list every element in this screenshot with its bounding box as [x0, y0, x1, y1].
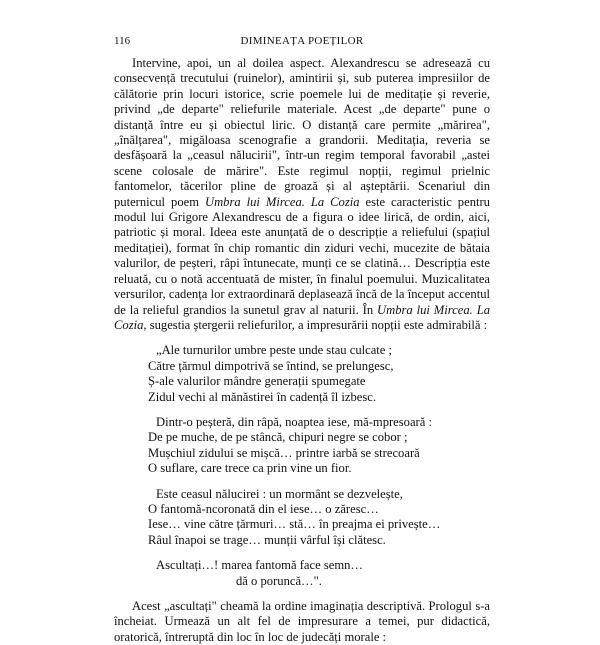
paragraph-text: este caracteristic pentru modul lui Grigore Alexandrescu de a figura o idee lirică, de ordin, aici, patriotic și moral. Ideea este anunțată de o descripție a reliefului (spațiul meditației), format în chip romantic din ziduri vechi, mucezite de bătaia valurilor, de peșteri, râpi întunecate, munți ce se clatină… Descripția este reluată, cu o notă accentuată de mister, în finalul poemului. Muzicalitatea versurilor, cadența lor extraordinară deplasează încă de la început accentul de la relieful grandios la sunetul grav al naturii. În — [114, 194, 490, 317]
verse-line: Mușchiul zidului se mișcă… printre iarbă se strecoară — [148, 445, 420, 460]
page-header — [114, 35, 490, 49]
poem-title-italic: Umbra lui Mircea. La Cozia — [114, 302, 490, 332]
verse-line: Dintr-o peșteră, din râpă, noaptea iese, mă-mpresoară : — [156, 414, 432, 429]
stanza — [148, 343, 490, 405]
stanza — [148, 487, 490, 549]
verse-line: Zidul vechi al mănăstirei în cadență îl izbesc. — [148, 389, 376, 404]
verse-line: O fantomă-ncoronată din el iese… o zăresc… — [148, 501, 379, 516]
verse-line: O suflare, care trece ca prin vine un fior. — [148, 461, 352, 476]
poem-quote — [148, 343, 490, 589]
running-title: DIMINEAȚA POEȚILOR — [240, 35, 364, 47]
poem-title-italic: Umbra lui Mircea. La Cozia — [204, 194, 360, 209]
verse-line: Iese… vine către țărmuri… stă… în preajma ei privește… — [148, 517, 441, 532]
page-number: 116 — [114, 35, 131, 47]
paragraph-intro — [114, 56, 490, 333]
page-body — [114, 56, 490, 645]
verse-line: „Ale turnurilor umbre peste unde stau culcate ; — [156, 343, 393, 358]
verse-line: Este ceasul nălucirei : un mormânt se dezvelește, — [156, 486, 403, 501]
verse-line: Ș-ale valurilor mândre generații spumegate — [148, 374, 366, 389]
stanza — [148, 558, 490, 589]
paragraph-closing: Acest „ascultați" cheamă la ordine imaginația descriptivă. Prologul s-a încheiat. Urmează un alt fel de impresurare a temei, pur didactică, oratorică, întreruptă din loc în loc de judecăți morale : — [114, 599, 490, 644]
verse-line: De pe muche, de pe stâncă, chipuri negre se cobor ; — [148, 430, 408, 445]
verse-line: dă o poruncă…". — [236, 573, 322, 588]
verse-line: Către țărmul dimpotrivă se întind, se prelungesc, — [148, 358, 394, 373]
paragraph-text: Intervine, apoi, un al doilea aspect. Alexandrescu se adresează cu consecvență trecutului (ruinelor), amintirii și, sub puterea impresiilor de călătorie prin locuri istorice, scrie poemele lui de meditație și reverie, privind „de departe" reliefurile materiale. Acest „de departe" pune o distanță între eu și obiectul liric. O distanță care permite „mărirea", „înălțarea", migăloasa scenografie a grandorii. Meditația, reveria se desfășoară la „ceasul nălucirii", într-un regim temporal favorabil „astei scene colosale de mărire". Este regimul nopții, regimul prielnic fantomelor, tăcerilor pline de groază și al așteptării. Scenariul din puternicul poem — [114, 56, 490, 209]
paragraph-text: , sugestia ștergerii reliefurilor, a impresurării nopții este admirabilă : — [143, 317, 488, 332]
stanza — [148, 415, 490, 477]
verse-line: Râul înapoi se trage… munții vârful își clătesc. — [148, 532, 386, 547]
verse-line: Ascultați…! marea fantomă face semn… — [156, 558, 364, 573]
